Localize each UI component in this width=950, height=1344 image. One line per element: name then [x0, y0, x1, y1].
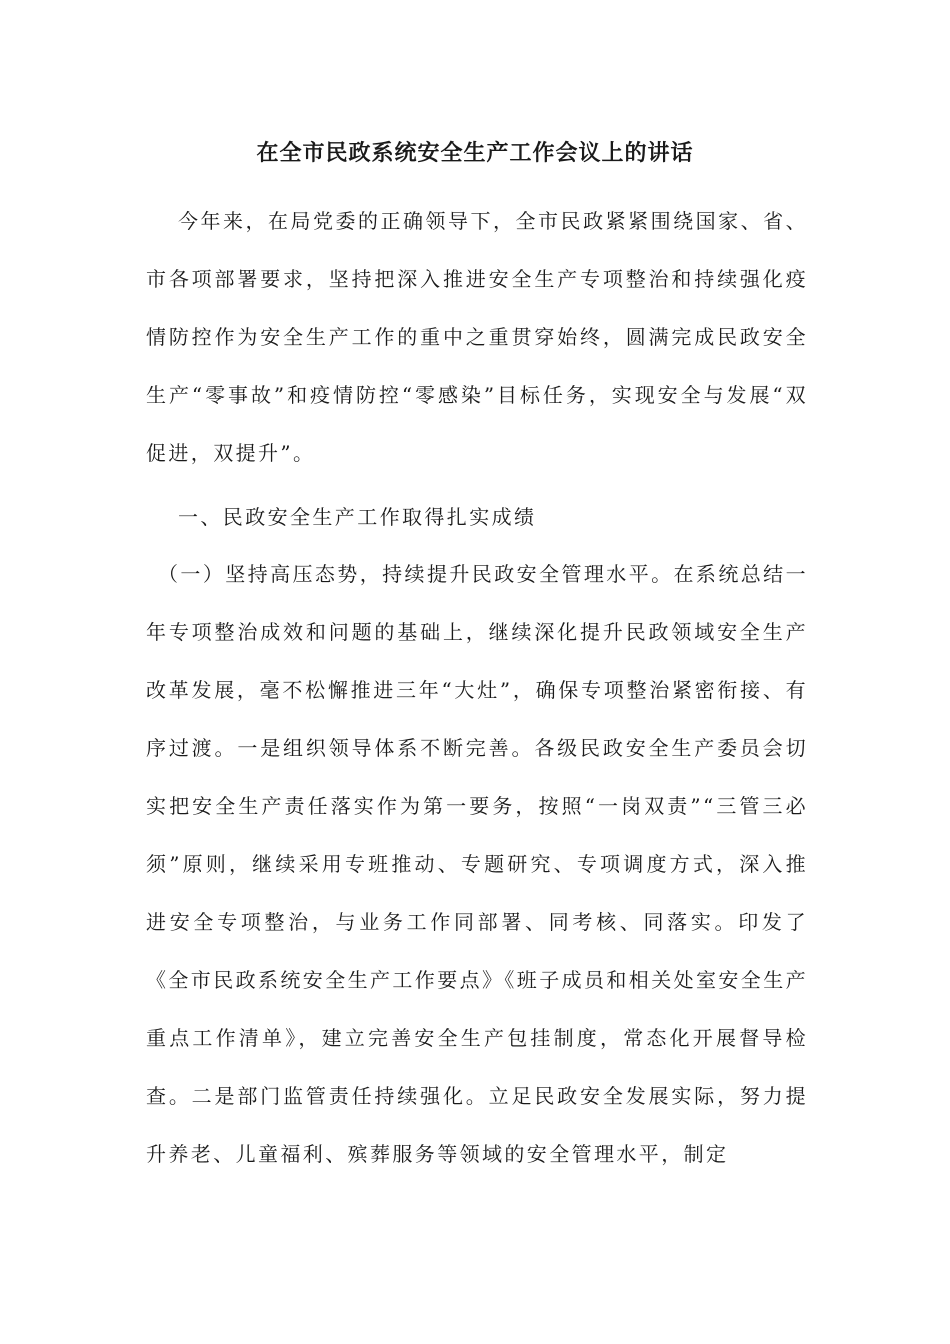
- document-title: 在全市民政系统安全生产工作会议上的讲话: [256, 141, 694, 166]
- paragraph-intro: 今年来，在局党委的正确领导下，全市民政紧紧围绕国家、省、市各项部署要求，坚持把深入推进安全生产专项整治和持续强化疫情防控作为安全生产工作的重中之重贯穿始终，圆满完成民政安全生产“零事故”和疫情防控“零感染”目标任务，实现安全与发展“双促进，双提升”。: [146, 209, 808, 465]
- paragraph-section-1: （一）坚持高压态势，持续提升民政安全管理水平。在系统总结一年专项整治成效和问题的基础上，继续深化提升民政领域安全生产改革发展，毫不松懈推进三年“大灶”，确保专项整治紧密衔接、有序过渡。一是组织领导体系不断完善。各级民政安全生产委员会切实把安全生产责任落实作为第一要务，按照“一岗双责”“三管三必须”原则，继续采用专班推动、专题研究、专项调度方式，深入推进安全专项整治，与业务工作同部署、同考核、同落实。印发了《全市民政系统安全生产工作要点》《班子成员和相关处室安全生产重点工作清单》，建立完善安全生产包挂制度，常态化开展督导检查。二是部门监管责任持续强化。立足民政安全发展实际，努力提升养老、儿童福利、殡葬服务等领域的安全管理水平，制定: [146, 562, 808, 1166]
- section-heading: 一、民政安全生产工作取得扎实成绩: [178, 505, 537, 529]
